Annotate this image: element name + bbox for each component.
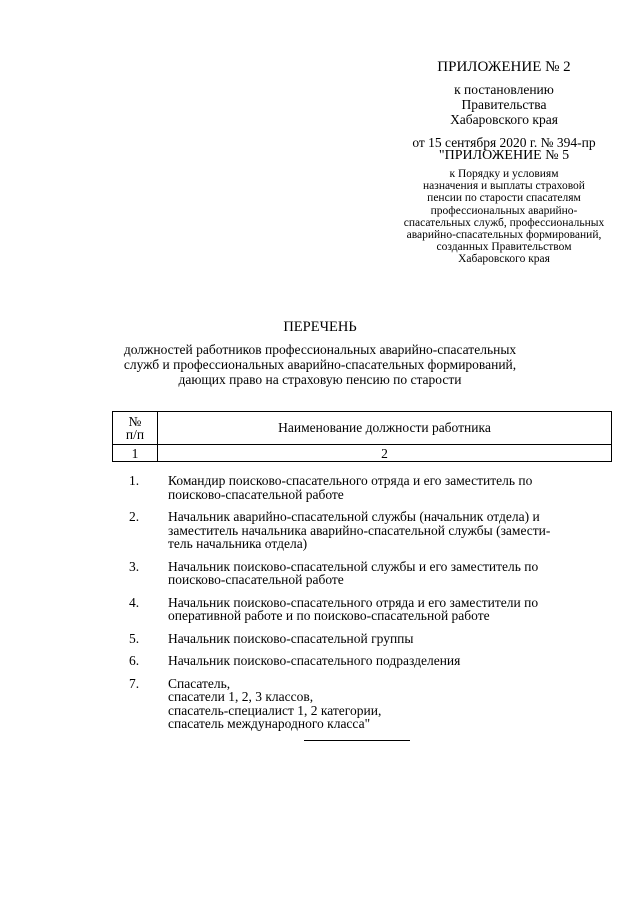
list-item — [112, 510, 612, 551]
item-number: 2. — [128, 509, 140, 524]
item-line: Начальник поисково-спасательной службы и его заместитель по — [168, 558, 539, 574]
item-line: поисково-спасательной работе — [168, 486, 344, 502]
table-header-row — [113, 412, 612, 445]
item-number: 6. — [128, 653, 140, 668]
appendix-2-title: ПРИЛОЖЕНИЕ № 2 — [437, 59, 571, 75]
item-line: спасатель-специалист 1, 2 категории, — [168, 702, 382, 718]
item-number: 1. — [128, 473, 140, 488]
appendix-5-line: пенсии по старости спасателям — [427, 192, 581, 205]
appendix-5-title: "ПРИЛОЖЕНИЕ № 5 — [438, 148, 570, 163]
item-number: 5. — [128, 630, 140, 646]
number-header-line: п/п — [125, 427, 145, 442]
item-line: Начальник поисково-спасательного подразделения — [168, 653, 461, 668]
positions-table — [112, 411, 612, 462]
item-text — [168, 596, 612, 623]
appendix-5-line: спасательных служб, профессиональных — [403, 216, 605, 229]
list-item — [112, 654, 612, 668]
item-text — [168, 632, 612, 646]
list-item — [112, 560, 612, 587]
item-text — [168, 510, 612, 551]
item-line: Начальник поисково-спасательного отряда и его заместители по — [168, 594, 539, 610]
column-number-1: 1 — [113, 445, 158, 462]
appendix-5-line: к Порядку и условиям — [449, 168, 559, 180]
number-column-header — [113, 412, 158, 445]
appendix-5-line: аварийно-спасательных формирований, — [406, 229, 602, 242]
appendix-2-block — [398, 60, 610, 150]
item-line: Начальник поисково-спасательной группы — [168, 630, 414, 646]
appendix-5-line: созданных Правительством — [436, 241, 572, 254]
item-line: оперативной работе и по поисково-спасательной работе — [168, 608, 490, 623]
number-header-line: № — [128, 414, 142, 429]
appendix-5-line: профессиональных аварийно- — [430, 204, 578, 217]
item-line: тель начальника отдела) — [168, 536, 308, 551]
item-text — [168, 474, 612, 501]
appendix-5-block — [398, 148, 610, 266]
end-divider-line — [304, 740, 410, 741]
appendix-5-line: назначения и выплаты страховой — [423, 180, 585, 193]
appendix-5-line: Хабаровского края — [458, 253, 550, 266]
heading-line: служб и профессиональных аварийно-спасательных формирований, — [123, 357, 517, 372]
appendix-2-date: от 15 сентября 2020 г. № 394-пр — [412, 135, 596, 150]
item-line: заместитель начальника аварийно-спасательной службы (замести- — [168, 522, 551, 538]
heading-line: должностей работников профессиональных аварийно-спасательных — [123, 342, 517, 357]
list-item — [112, 632, 612, 646]
item-line: поисково-спасательной работе — [168, 572, 344, 587]
item-line: Командир поисково-спасательного отряда и его заместитель по — [168, 473, 533, 488]
item-number: 3. — [128, 558, 140, 574]
list-item — [112, 596, 612, 623]
item-line: Начальник аварийно-спасательной службы (начальник отдела) и — [168, 509, 540, 524]
item-text — [168, 654, 612, 668]
appendix-2-line: Хабаровского края — [450, 112, 558, 127]
item-line: Спасатель, — [168, 675, 231, 691]
document-heading — [120, 319, 520, 387]
name-column-header: Наименование должности работника — [158, 412, 612, 445]
item-text — [168, 677, 612, 731]
positions-list — [112, 474, 612, 740]
heading-line: дающих право на страховую пенсию по старости — [178, 372, 462, 387]
appendix-2-line: Правительства — [461, 97, 547, 112]
item-line: спасатели 1, 2, 3 классов, — [168, 689, 314, 704]
item-number: 7. — [128, 675, 140, 691]
column-number-2: 2 — [158, 445, 612, 462]
item-text — [168, 560, 612, 587]
list-item — [112, 677, 612, 731]
list-item — [112, 474, 612, 501]
item-number: 4. — [128, 594, 140, 610]
heading-title: ПЕРЕЧЕНЬ — [283, 319, 357, 335]
column-number-row — [113, 445, 612, 462]
appendix-2-line: к постановлению — [454, 82, 554, 97]
item-line: спасатель международного класса" — [168, 716, 371, 731]
